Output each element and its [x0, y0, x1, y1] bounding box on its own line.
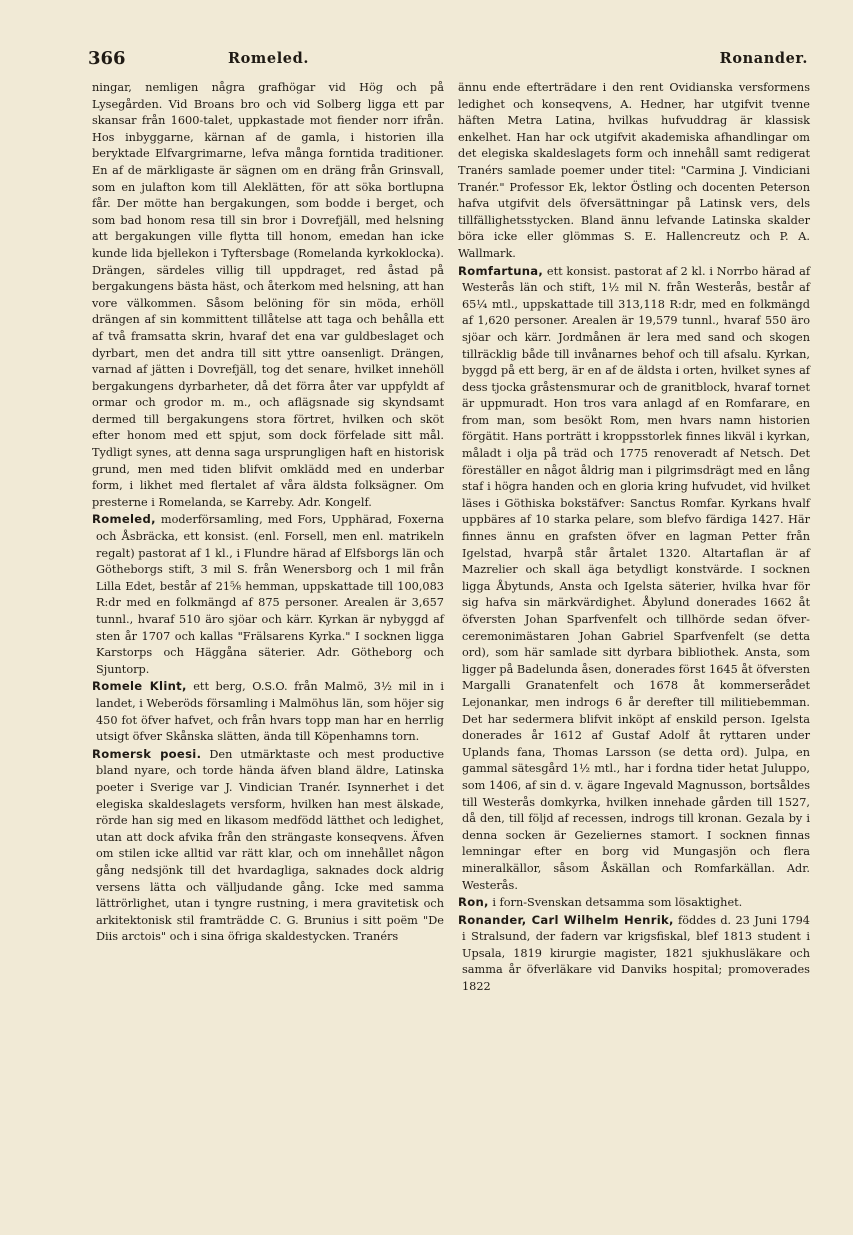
right-column — [458, 80, 810, 996]
entry-headword: Romeled, — [92, 512, 156, 527]
entry-text: ett konsist. pastorat af 2 kl. i Norrbo härad af Westerås län och stift, 1½ mil N. från Westerås, består af 65¼ mtl., uppskattade till 313,118 R:dr, med en folkmängd af 1,620 personer. Arealen är 19,579 tunnl., hvaraf 550 äro sjöar och kärr. Jordmånen är lera med sand och skogen tillräcklig både till invånarnes behof och till afsalu. Kyrkan, byggd på ett berg, är en af de äldsta i orten, hvilket synes af dess tjocka gråstensmurar och de granitblock, hvaraf tornet är uppmuradt. Hon tros vara anlagd af en Romfarare, en from man, som besökt Rom, men hvars namn historien förgätit. Hans porträtt i kroppsstorlek finnes likväl i kyrkan, måladt i olja på träd och 1775 renoveradt af Netsch. Det föreställer en något åldrig man i pilgrimsdrägt med en lång staf i högra handen och en gloria kring hufvudet, vid hvilket läses i Göthiska bokstäfver: Sanctus Romfar. Kyrkans hvalf uppbäres af 10 starka pelare, som blefvo färdiga 1427. Här finnes ännu en grafsten öfver en lagman Petter från Igelstad, hvarpå står årtalet 1320. Altartaflan är af Mazrelier och skall äga betydligt konstvärde. I socknen ligga Åbytunds, Ansta och Igelsta säterier, hvilka hvar för sig hafva sin märkvärdighet. Åbylund donerades 1662 åt öfversten Johan Sparfvenfelt och tillhörde sedan öfver-ceremonimästaren Johan Gabriel Sparfvenfelt (se detta ord), som här samlade sitt dyrbara bibliothek. Ansta, som ligger på Badelunda åsen, donerades först 1645 åt öfversten Margalli Granatenfelt och 1678 åt kommerserådet Lejonankar, men indrogs 6 år derefter till militiebemman. Det har sedermera blifvit inköpt af enskild person. Igelsta donerades år 1612 af Gustaf Adolf åt ryttaren under Uplands fana, Thomas Larsson (se detta ord). Julpa, en gammal sätesgård 1½ mtl., har i fordna tider hetat Juluppo, som 1406, af sin d. v. ägare Ingevald Magnusson, bortsåldes till Westerås domkyrka, hvilken innehade gården till 1527, då den, till följd af recessen, indrogs till kronan. Gezala by i denna socken är Gezeliernes stamort. I socknen finnas lemningar efter en borg vid Mungasjön och flera mineralkällor, såsom Åskällan och Romfarkällan. Adr. Westerås. — [462, 264, 810, 892]
entry-romele-klint — [92, 678, 444, 745]
entry-headword: Romfartuna, — [458, 263, 544, 278]
continued-paragraph: ningar, nemligen några grafhögar vid Hög och på Lysegården. Vid Broans bro och vid Solberg ligga ett par skansar från 1600-talet, uppkastade mot fiender norr ifrån. Hos inbyggarne, kärnan af de gamla, i historien illa beryktade Elfvargrimarne, lefva många forntida traditioner. En af de märkligaste är sägnen om en dräng från Grinsvall, som en julafton kom till Aleklätten, för att söka bortlupna får. Der mötte han bergakungen, som bodde i berget, och som bad honom resa till sin bror i Dovrefjäll, med helsning att bergakungen ville flytta till honom, emedan han icke kunde lida bjellekon i Tyftersbage (Romelanda kyrkoklocka). Drängen, särdeles villig till uppdraget, red åstad på bergakungens bästa häst, och återkom med helsning, att han vore välkommen. Såsom belöning för sin möda, erhöll drängen af sin kommittent tillåtelse att taga och behålla ett af två framsatta skrin, hvaraf det ena var guldbeslaget och dyrbart, men det andra till sitt yttre oansenligt. Drängen, varnad af jätten i Dovrefjäll, tog det senare, hvilket innehöll bergakungens dyrbarheter, då det förra åter var uppfyldt af ormar och grodor m. m., och aflägsnade sig skyndsamt dermed till bergakungens stora förtret, hvilken och sköt efter honom med ett spjut, som dock förfelade sitt mål. Tydligt synes, att denna saga ursprungligen haft en historisk grund, men med tiden blifvit omklädd med en underbar form, i likhet med flertalet af våra äldsta folksägner. Om presterne i Romelanda, se Karreby. Adr. Kongelf. — [92, 81, 444, 509]
entry-text: i forn-Svenskan detsamma som lösaktighet. — [488, 896, 743, 910]
entry-headword: Ronander, Carl Wilhelm Henrik, — [458, 912, 674, 927]
left-column — [92, 80, 444, 946]
entry-text: ett berg, O.S.O. från Malmö, 3½ mil in i landet, i Weberöds församling i Malmöhus län, som höjer sig 450 fot öfver hafvet, och från hvars topp man har en herrlig utsigt öfver Skånska slätten, ända till Köpenhamns torn. — [96, 680, 444, 744]
entry-headword: Ron, — [458, 895, 489, 910]
running-head-right: Ronander. — [719, 50, 808, 67]
entry-ronander — [458, 912, 810, 996]
running-head-left: Romeled. — [228, 50, 310, 67]
entry-text: föddes d. 23 Juni 1794 i Stralsund, der fadern var krigsfiskal, blef 1813 student i Upsala, 1819 kirurgie magister, 1821 sjukhusläkare och samma år öfverläkare vid Danviks hospital; promoverades 1822 — [462, 913, 810, 994]
page-header — [88, 48, 808, 78]
entry-ron — [458, 894, 810, 912]
entry-romeled — [92, 511, 444, 678]
entry-text: moderförsamling, med Fors, Upphärad, Foxerna och Åsbräcka, ett konsist. (enl. Forsell, men enl. matrikeln regalt) pastorat af 1 kl., i Flundre härad af Elfsborgs län och Götheborgs stift, 3 mil S. från Wenersborg och 1 mil från Lilla Edet, består af 21⅝ hemman, uppskattade till 100,083 R:dr med en folkmängd af 875 personer. Arealen är 3,657 tunnl., hvaraf 510 äro sjöar och kärr. Kyrkan är nybyggd af sten år 1707 och kallas "Frälsarens Kyrka." I socknen ligga Karstorps och Häggåna säterier. Adr. Götheborg och Sjuntorp. — [96, 513, 444, 676]
entry-text: Den utmärktaste och mest productive bland nyare, och torde hända äfven bland äldre, Latinska poeter i Sverige var J. Vindician Tranér. Isynnerhet i det elegiska skaldeslagets versform, hvilken han mest älskade, rörde han sig med en likasom medfödd lätthet och ledighet, utan att dock afvika från den strängaste konseqvens. Äfven om stilen icke alltid var rätt klar, och om innehållet någon gång nedsjönk till det hvardagliga, saknades dock aldrig versens lätta och välljudande gång. Icke med samma lättrörlighet, utan i tyngre rustning, i mera gravitetisk och arkitektonisk stil framträdde C. G. Brunius i sitt poëm "De Diis arctois" och i sina öfriga skaldestycken. Tranérs — [96, 747, 445, 944]
entry-romersk-poesi — [92, 746, 444, 946]
entry-romfartuna — [458, 263, 810, 895]
entry-headword: Romele Klint, — [92, 679, 187, 694]
continued-paragraph: ännu ende efterträdare i den rent Ovidianska versformens ledighet och konseqvens, A. Hedner, har utgifvit tvenne häften Metra Latina, hvilkas hufvuddrag är klassisk enkelhet. Han har ock utgifvit akademiska afhandlingar om det elegiska skaldeslagets form och innehåll samt redigerat Tranérs samlade poemer under titel: "Carmina J. Vindiciani Tranér." Professor Ek, lektor Östling och docenten Peterson hafva utgifvit dels öfversättningar på Latinsk vers, dels tillfällighetsstycken. Bland ännu lefvande Latinska skalder böra icke eller glömmas S. E. Hallencreutz och P. A. Wallmark. — [458, 81, 810, 260]
entry-headword: Romersk poesi. — [92, 746, 202, 761]
page-number: 366 — [88, 48, 126, 69]
